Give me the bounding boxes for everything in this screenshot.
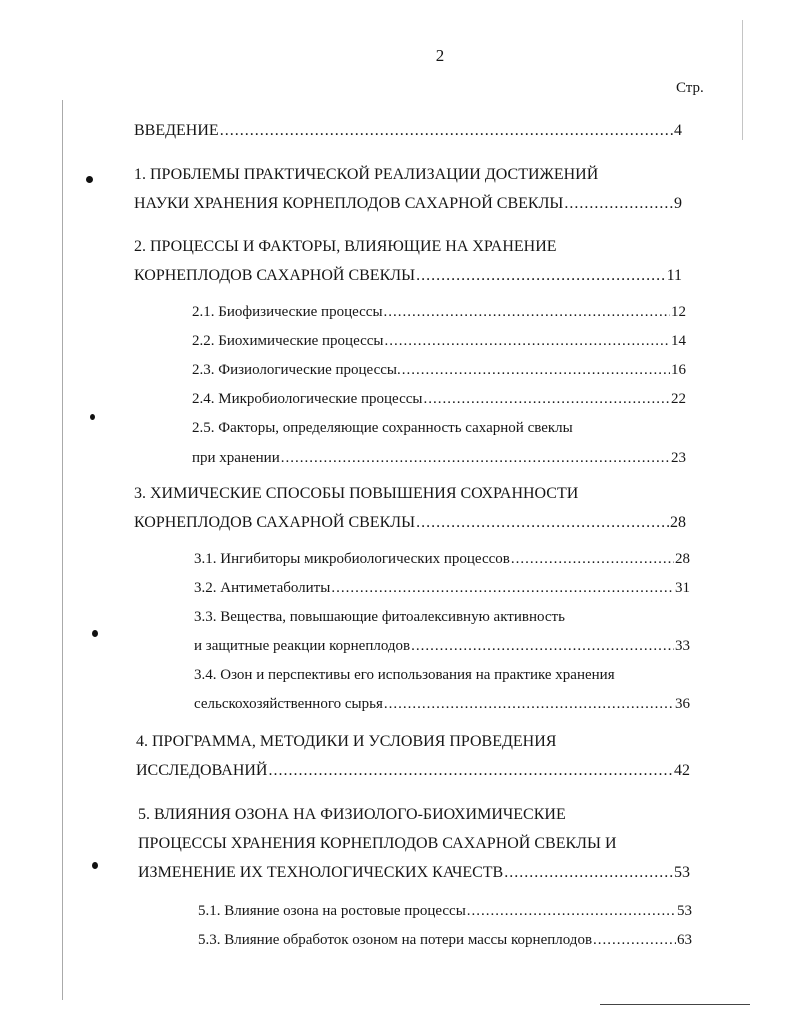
toc-title: 2.1. Биофизические процессы (192, 304, 383, 320)
toc-page: 22 (671, 391, 686, 407)
toc-entry-3-1 (194, 551, 690, 568)
toc-page: 4 (674, 122, 682, 139)
toc-entry-2-1 (192, 304, 686, 321)
toc-entry-5-3 (198, 932, 692, 949)
toc-entry-3-3-line1: 3.3. Вещества, повышающие фитоалексивную активность (194, 609, 565, 625)
toc-page: 33 (675, 638, 690, 654)
toc-title: 5.3. Влияние обработок озоном на потери массы корнеплодов (198, 932, 593, 948)
toc-entry-3-3 (194, 638, 690, 655)
toc-page: 16 (671, 362, 686, 378)
toc-title: ИЗМЕНЕНИЕ ИХ ТЕХНОЛОГИЧЕСКИХ КАЧЕСТВ (138, 864, 504, 881)
toc-entry-3-2 (194, 580, 690, 597)
toc-title: 3.2. Антиметаболиты (194, 580, 331, 596)
toc-title: ИССЛЕДОВАНИЙ (136, 762, 268, 779)
toc-page: 63 (677, 932, 692, 948)
margin-mark-4 (92, 862, 98, 869)
toc-entry-1 (134, 195, 682, 213)
toc-page: 42 (674, 762, 690, 779)
toc-entry-5-1 (198, 903, 692, 920)
left-scan-line (62, 100, 63, 1000)
toc-page: 53 (674, 864, 690, 881)
toc-page: 12 (671, 304, 686, 320)
margin-mark-2 (90, 414, 95, 420)
toc-title: и защитные реакции корнеплодов (194, 638, 411, 654)
toc-title: 5.1. Влияние озона на ростовые процессы (198, 903, 466, 919)
toc-page: 28 (670, 514, 686, 531)
toc-entry-2 (134, 267, 682, 285)
toc-entry-2-5 (192, 450, 686, 467)
toc-entry-5 (138, 864, 690, 882)
toc-entry-2-2 (192, 333, 686, 350)
toc-entry-3-4 (194, 696, 690, 713)
toc-entry-2-5-line1: 2.5. Факторы, определяющие сохранность сахарной свеклы (192, 420, 573, 436)
toc-title: 2.2. Биохимические процессы (192, 333, 384, 349)
toc-entry-5-line1: 5. ВЛИЯНИЯ ОЗОНА НА ФИЗИОЛОГО-БИОХИМИЧЕСКИЕ (138, 806, 566, 823)
toc-page: 28 (675, 551, 690, 567)
toc-title: сельскохозяйственного сырья (194, 696, 383, 712)
toc-entry-3-4-line1: 3.4. Озон и перспективы его использования на практике хранения (194, 667, 615, 683)
bottom-scan-line (600, 1004, 750, 1005)
toc-title: 3.1. Ингибиторы микробиологических процессов (194, 551, 510, 567)
toc-entry-2-line1: 2. ПРОЦЕССЫ И ФАКТОРЫ, ВЛИЯЮЩИЕ НА ХРАНЕНИЕ (134, 238, 557, 255)
page-number: 2 (435, 46, 445, 65)
right-scan-line (742, 20, 743, 140)
toc-title: 2.3. Физиологические процессы. (192, 362, 401, 378)
toc-entry-4-line1: 4. ПРОГРАММА, МЕТОДИКИ И УСЛОВИЯ ПРОВЕДЕНИЯ (136, 733, 557, 750)
toc-entry-2-3 (192, 362, 686, 379)
margin-mark-3 (92, 630, 98, 637)
toc-entry-5-line2: ПРОЦЕССЫ ХРАНЕНИЯ КОРНЕПЛОДОВ САХАРНОЙ СВЕКЛЫ И (138, 835, 617, 852)
margin-mark-1 (86, 176, 93, 183)
toc-page: 31 (675, 580, 690, 596)
toc-page: 36 (675, 696, 690, 712)
toc-entry-4 (136, 762, 690, 780)
toc-page: 9 (674, 195, 682, 212)
toc-entry-2-4 (192, 391, 686, 408)
toc-entry-3-line1: 3. ХИМИЧЕСКИЕ СПОСОБЫ ПОВЫШЕНИЯ СОХРАННОСТИ (134, 485, 579, 502)
toc-title: 2.4. Микробиологические процессы (192, 391, 423, 407)
toc-title: КОРНЕПЛОДОВ САХАРНОЙ СВЕКЛЫ (134, 267, 416, 284)
toc-title: КОРНЕПЛОДОВ САХАРНОЙ СВЕКЛЫ (134, 514, 416, 531)
toc-page: 14 (671, 333, 686, 349)
toc-page: 23 (671, 450, 686, 466)
toc-entry-intro (134, 122, 682, 140)
toc-entry-1-line1: 1. ПРОБЛЕМЫ ПРАКТИЧЕСКОЙ РЕАЛИЗАЦИИ ДОСТИЖЕНИЙ (134, 166, 599, 183)
toc-title: ВВЕДЕНИЕ (134, 122, 219, 139)
toc-entry-3 (134, 514, 686, 532)
toc-page: 53 (677, 903, 692, 919)
toc-title: при хранении (192, 450, 280, 466)
toc-page: 11 (666, 267, 682, 284)
page-column-label: Стр. (676, 80, 704, 96)
toc-title: НАУКИ ХРАНЕНИЯ КОРНЕПЛОДОВ САХАРНОЙ СВЕКЛЫ (134, 195, 564, 212)
